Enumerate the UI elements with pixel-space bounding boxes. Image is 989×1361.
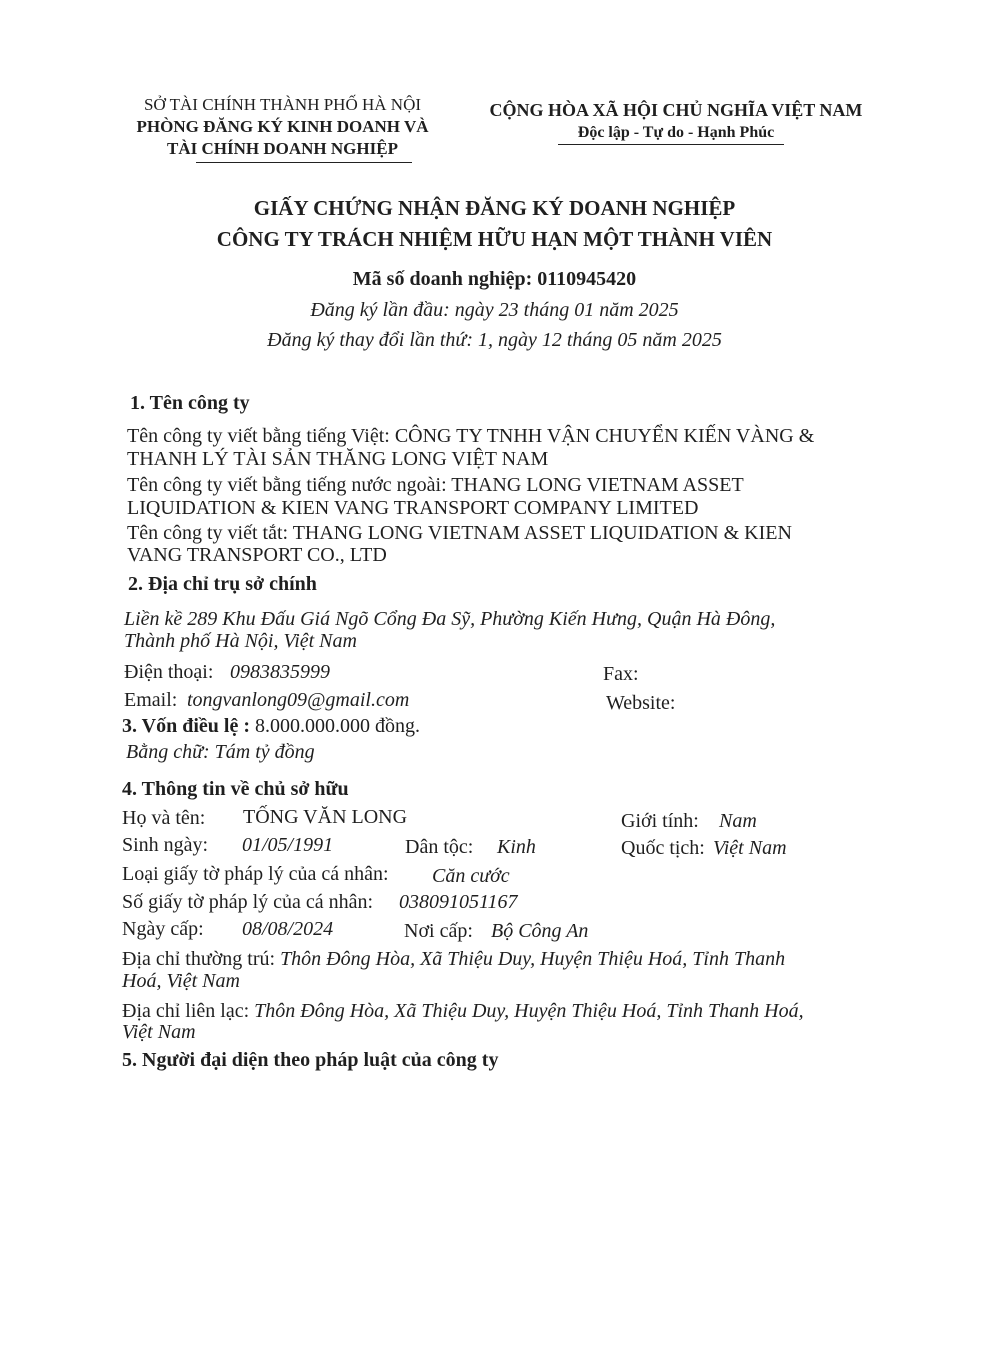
id-type-value: Căn cước: [432, 865, 510, 887]
company-type-title: CÔNG TY TRÁCH NHIỆM HỮU HẠN MỘT THÀNH VIÊN: [216, 227, 773, 251]
contact-address-value-1: Thôn Đông Hòa, Xã Thiệu Duy, Huyện Thiệu Hoá, Tỉnh Thanh Hoá,: [254, 1000, 804, 1022]
change-registration: Đăng ký thay đổi lần thứ: 1, ngày 12 tháng 05 năm 2025: [267, 329, 722, 351]
company-name-foreign-line-1: Tên công ty viết bằng tiếng nước ngoài: THANG LONG VIETNAM ASSET: [127, 474, 744, 496]
company-name-short-line-1: Tên công ty viết tắt: THANG LONG VIETNAM ASSET LIQUIDATION & KIEN: [127, 522, 792, 544]
authority-line-1: SỞ TÀI CHÍNH THÀNH PHỐ HÀ NỘI: [143, 95, 422, 114]
permanent-address-value-1: Thôn Đông Hòa, Xã Thiệu Duy, Huyện Thiệu Hoá, Tỉnh Thanh: [280, 948, 786, 970]
ethnicity-label: Dân tộc:: [405, 836, 474, 858]
gender-value: Nam: [719, 810, 757, 832]
country-name: CỘNG HÒA XÃ HỘI CHỦ NGHĨA VIỆT NAM: [489, 100, 863, 120]
owner-name-label: Họ và tên:: [122, 807, 206, 829]
section-3-heading: 3. Vốn điều lệ :: [122, 715, 250, 737]
section-4-heading: 4. Thông tin về chủ sở hữu: [122, 778, 349, 800]
contact-address-line-1: [122, 1000, 804, 1023]
company-name-vn-line-1: Tên công ty viết bằng tiếng Việt: CÔNG TY TNHH VẬN CHUYỂN KIẾN VÀNG &: [127, 425, 815, 447]
head-office-address-line-2: Thành phố Hà Nội, Việt Nam: [124, 630, 357, 652]
id-number-label: Số giấy tờ pháp lý của cá nhân:: [122, 891, 374, 913]
permanent-address-label: Địa chỉ thường trú:: [122, 948, 276, 970]
issuing-authority: [120, 94, 445, 160]
id-number-value: 038091051167: [399, 891, 518, 913]
document-title: GIẤY CHỨNG NHẬN ĐĂNG KÝ DOANH NGHIỆP: [253, 196, 736, 220]
email-value: tongvanlong09@gmail.com: [187, 689, 410, 711]
issue-place-value: Bộ Công An: [491, 920, 589, 942]
issue-date-label: Ngày cấp:: [122, 918, 204, 940]
authority-line-2: PHÒNG ĐĂNG KÝ KINH DOANH VÀ: [136, 117, 429, 136]
head-office-address-line-1: Liền kề 289 Khu Đấu Giá Ngõ Cổng Đa Sỹ, Phường Kiến Hưng, Quận Hà Đông,: [124, 608, 776, 630]
issue-date-value: 08/08/2024: [242, 918, 334, 940]
capital-in-words: [126, 741, 315, 764]
permanent-address-value-2: Hoá, Việt Nam: [122, 970, 240, 992]
dob-value: 01/05/1991: [242, 834, 334, 856]
permanent-address-line-1: [122, 948, 785, 971]
phone-value: 0983835999: [230, 661, 330, 683]
authority-underline: [196, 162, 412, 163]
website-label: Website:: [606, 692, 676, 714]
phone-label: Điện thoại:: [124, 661, 214, 683]
nationality-label: Quốc tịch:: [621, 837, 705, 859]
section-2-heading: 2. Địa chỉ trụ sở chính: [128, 573, 317, 595]
company-name-foreign-line-2: LIQUIDATION & KIEN VANG TRANSPORT COMPANY LIMITED: [127, 497, 699, 519]
company-name-vn-line-2: THANH LÝ TÀI SẢN THĂNG LONG VIỆT NAM: [127, 448, 549, 470]
ethnicity-value: Kinh: [497, 836, 536, 858]
email-label: Email:: [124, 689, 178, 711]
fax-label: Fax:: [603, 663, 639, 685]
capital-words-value: Tám tỷ đồng: [214, 741, 315, 763]
section-1-heading: 1. Tên công ty: [130, 392, 250, 414]
enterprise-code: Mã số doanh nghiệp: 0110945420: [352, 268, 637, 290]
national-motto: [476, 98, 876, 144]
nationality-value: Việt Nam: [713, 837, 787, 859]
capital-words-label: Bằng chữ:: [126, 741, 210, 763]
first-registration: Đăng ký lần đầu: ngày 23 tháng 01 năm 2025: [310, 299, 679, 321]
issue-place-label: Nơi cấp:: [404, 920, 473, 942]
contact-address-value-2: Việt Nam: [122, 1021, 196, 1043]
company-name-short-line-2: VANG TRANSPORT CO., LTD: [127, 544, 387, 566]
charter-capital-value: 8.000.000.000 đồng.: [254, 715, 420, 737]
charter-capital: [122, 715, 420, 738]
owner-name-value: TỐNG VĂN LONG: [243, 806, 408, 828]
motto: Độc lập - Tự do - Hạnh Phúc: [577, 124, 775, 141]
id-type-label: Loại giấy tờ pháp lý của cá nhân:: [122, 863, 389, 885]
gender-label: Giới tính:: [621, 810, 699, 832]
section-5-heading: 5. Người đại diện theo pháp luật của công ty: [122, 1049, 499, 1071]
authority-line-3: TÀI CHÍNH DOANH NGHIỆP: [167, 139, 398, 158]
contact-address-label: Địa chỉ liên lạc:: [122, 1000, 250, 1022]
motto-underline: [558, 144, 784, 145]
dob-label: Sinh ngày:: [122, 834, 209, 856]
